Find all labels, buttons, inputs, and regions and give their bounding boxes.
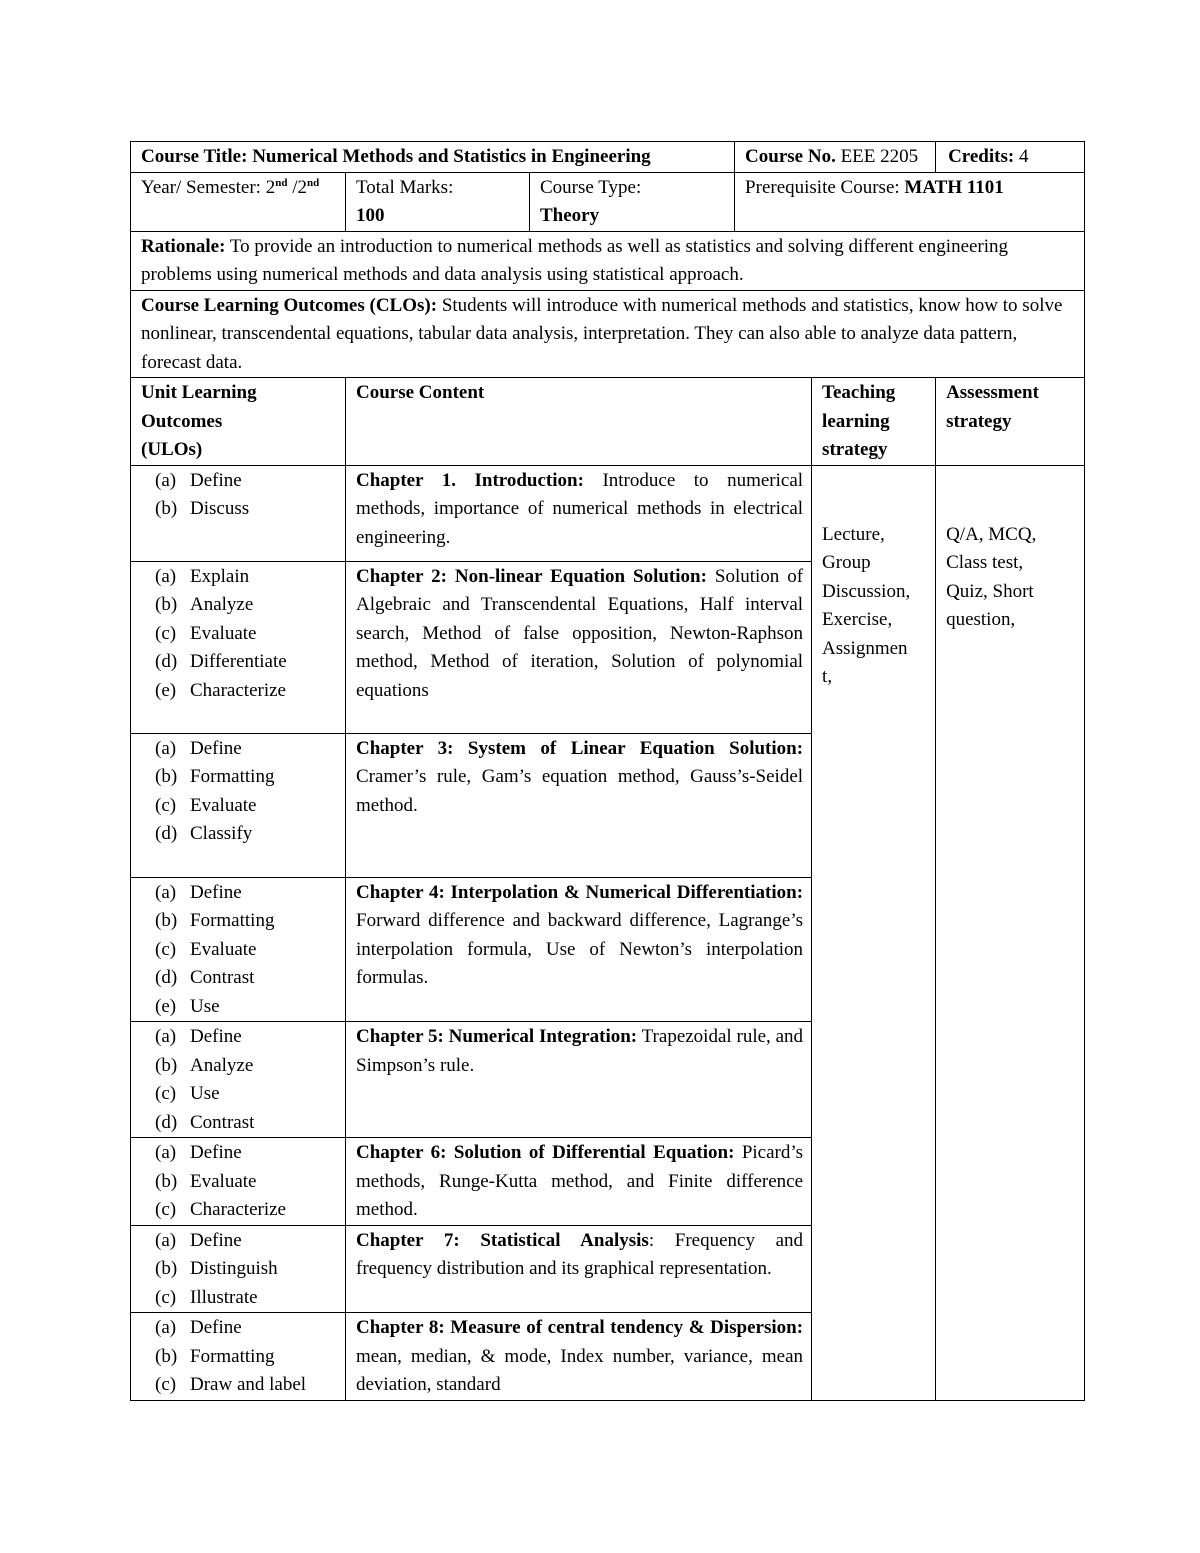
ulo-list bbox=[141, 1227, 337, 1313]
ulo-item bbox=[155, 1168, 337, 1197]
ulo-item bbox=[155, 1080, 337, 1109]
ulo-item bbox=[155, 1371, 337, 1400]
course-type-cell bbox=[530, 172, 735, 231]
assessment-strategy-line: Quiz, Short bbox=[946, 580, 1034, 602]
assessment-strategy-line: Q/A, MCQ, bbox=[946, 523, 1037, 545]
course-type-label: Course Type: bbox=[540, 176, 642, 198]
credits-value: 4 bbox=[1018, 146, 1029, 167]
chapter-description: Trapezoidal rule, and Simpson’s rule. bbox=[356, 1026, 804, 1076]
course-title-label: Course Title: bbox=[141, 146, 248, 167]
ulo-text: Classify bbox=[190, 823, 253, 844]
ulo-text: Use bbox=[190, 1083, 220, 1104]
ulo-text: Define bbox=[190, 1142, 242, 1163]
clo-row bbox=[131, 290, 1085, 378]
ulo-text: Define bbox=[190, 881, 242, 903]
ulo-text: Explain bbox=[190, 565, 250, 587]
ulo-text: Contrast bbox=[190, 1111, 255, 1133]
ulo-text: Illustrate bbox=[190, 1286, 258, 1308]
course-content-cell bbox=[346, 1313, 812, 1401]
ulo-text: Use bbox=[190, 995, 220, 1017]
total-marks-value: 100 bbox=[356, 205, 385, 226]
ulo-text: Define bbox=[190, 737, 242, 759]
ulo-item bbox=[155, 763, 337, 792]
course-content-cell bbox=[346, 1022, 812, 1138]
year-semester-label: Year/ Semester: 2 bbox=[141, 176, 276, 198]
unit-row bbox=[131, 465, 1085, 561]
ulo-text: Formatting bbox=[190, 1345, 275, 1367]
course-no: EEE 2205 bbox=[840, 146, 919, 167]
ulo-item bbox=[155, 1196, 337, 1225]
ulo-text: Define bbox=[190, 1229, 242, 1251]
ulo-marker: (a) bbox=[155, 469, 177, 491]
ulo-marker: (b) bbox=[155, 594, 178, 615]
ulo-item bbox=[155, 879, 337, 908]
ulo-marker: (c) bbox=[155, 1083, 177, 1104]
ulo-marker: (a) bbox=[155, 881, 177, 903]
ulo-marker: (d) bbox=[155, 967, 178, 988]
chapter-title: Chapter 2: Non-linear Equation Solution: bbox=[356, 565, 707, 587]
ulo-marker: (c) bbox=[155, 1199, 177, 1220]
ulo-text: Characterize bbox=[190, 1199, 286, 1220]
ulo-text: Define bbox=[190, 469, 242, 491]
assessment-header-line: strategy bbox=[946, 410, 1012, 432]
ulo-text: Differentiate bbox=[190, 651, 287, 672]
chapter-title: Chapter 3: System of Linear Equation Solution: bbox=[356, 737, 804, 759]
ulo-marker: (b) bbox=[155, 1258, 178, 1279]
course-content-cell bbox=[346, 877, 812, 1022]
ulo-marker: (c) bbox=[155, 622, 177, 644]
year-sup-2: nd bbox=[307, 176, 320, 189]
course-content-cell bbox=[346, 465, 812, 561]
ulo-list bbox=[141, 735, 337, 849]
teaching-strategy-line: t, bbox=[822, 666, 833, 687]
course-content-cell bbox=[346, 733, 812, 877]
ulo-text: Contrast bbox=[190, 967, 255, 988]
chapter-description: Solution of Algebraic and Transcendental Equations, Half interval search, Method of false opposition, Newton-Raphson method, Method of iteration, Solution of polynomial equations bbox=[356, 565, 804, 701]
course-title-row bbox=[131, 142, 1085, 173]
prerequisite-value: MATH 1101 bbox=[904, 176, 1004, 198]
teaching-strategy-line: Lecture, bbox=[822, 523, 885, 545]
ulo-marker: (c) bbox=[155, 794, 177, 816]
chapter-description: Picard’s methods, Runge-Kutta method, and Finite difference method. bbox=[356, 1142, 804, 1220]
ulo-cell bbox=[131, 1313, 346, 1401]
ulo-marker: (c) bbox=[155, 1286, 177, 1308]
ulo-text: Formatting bbox=[190, 766, 275, 787]
ulo-item bbox=[155, 1227, 337, 1256]
ulo-text: Discuss bbox=[190, 498, 250, 519]
ulo-item bbox=[155, 1109, 337, 1138]
ulo-marker: (a) bbox=[155, 737, 177, 759]
teaching-header-line: Teaching bbox=[822, 382, 896, 403]
ulo-marker: (b) bbox=[155, 498, 178, 519]
chapter-description: Introduce to numerical methods, importance of numerical methods in electrical engineering. bbox=[356, 469, 804, 548]
ulo-item bbox=[155, 1139, 337, 1168]
teaching-strategy-line: Group bbox=[822, 552, 871, 573]
ulo-text: Characterize bbox=[190, 679, 286, 701]
assessment-header-line: Assessment bbox=[946, 382, 1039, 403]
prerequisite-label: Prerequisite Course: bbox=[745, 176, 900, 198]
clo-cell bbox=[131, 290, 1085, 378]
ulo-cell bbox=[131, 1138, 346, 1226]
teaching-strategy-line: Assignmen bbox=[822, 637, 908, 659]
ulo-item bbox=[155, 467, 337, 496]
ulo-item bbox=[155, 1255, 337, 1284]
ulo-list bbox=[141, 879, 337, 1022]
rationale-text: To provide an introduction to numerical methods as well as statistics and solving different engineering problems using numerical methods and data analysis using statistical approach. bbox=[141, 235, 1009, 285]
ulo-cell bbox=[131, 1225, 346, 1313]
ulo-marker: (b) bbox=[155, 766, 178, 787]
ulo-marker: (d) bbox=[155, 651, 178, 672]
ulo-marker: (b) bbox=[155, 1054, 178, 1076]
ulo-item bbox=[155, 677, 337, 706]
ulo-item bbox=[155, 591, 337, 620]
assessment-strategy-line: question, bbox=[946, 609, 1016, 630]
ulo-marker: (d) bbox=[155, 823, 178, 844]
course-title-cell bbox=[131, 142, 735, 173]
total-marks-label: Total Marks: bbox=[356, 176, 454, 198]
ulo-marker: (b) bbox=[155, 1170, 178, 1192]
year-sup-1: nd bbox=[275, 176, 288, 189]
ulo-text: Draw and label bbox=[190, 1374, 307, 1395]
year-semester-cell bbox=[131, 172, 346, 231]
clo-label: Course Learning Outcomes (CLOs): bbox=[141, 294, 438, 316]
ulo-text: Evaluate bbox=[190, 794, 257, 816]
rationale-row bbox=[131, 231, 1085, 290]
clo-text: Students will introduce with numerical methods and statistics, know how to solve nonlinear, transcendental equations, tabular data analysis, interpretation. They can also able to analyze data pattern, forecast data. bbox=[141, 294, 1063, 373]
ulo-cell bbox=[131, 1022, 346, 1138]
course-no-label: Course No. bbox=[745, 146, 836, 167]
chapter-title: Chapter 7: Statistical Analysis bbox=[356, 1229, 649, 1251]
chapter-title: Chapter 8: Measure of central tendency & Dispersion: bbox=[356, 1317, 804, 1338]
ulo-header-line: (ULOs) bbox=[141, 439, 203, 460]
chapter-title: Chapter 6: Solution of Differential Equation: bbox=[356, 1142, 735, 1163]
ulo-item bbox=[155, 936, 337, 965]
ulo-marker: (a) bbox=[155, 1142, 177, 1163]
prerequisite-cell bbox=[735, 172, 1085, 231]
ulo-marker: (a) bbox=[155, 1317, 177, 1338]
chapter-description: Forward difference and backward difference, Lagrange’s interpolation formula, Use of Newton’s interpolation formulas. bbox=[356, 910, 804, 988]
ulo-item bbox=[155, 1314, 337, 1343]
ulo-header-line: Outcomes bbox=[141, 410, 223, 432]
ulo-list bbox=[141, 467, 337, 524]
ulo-item bbox=[155, 495, 337, 524]
assessment-strategy-line: Class test, bbox=[946, 552, 1024, 573]
ulo-item bbox=[155, 1023, 337, 1052]
ulo-header-line: Unit Learning bbox=[141, 382, 257, 403]
ulo-marker: (a) bbox=[155, 565, 177, 587]
course-content-cell bbox=[346, 1138, 812, 1226]
course-title: Numerical Methods and Statistics in Engineering bbox=[252, 146, 651, 167]
ulo-cell bbox=[131, 733, 346, 877]
ulo-list bbox=[141, 1023, 337, 1137]
syllabus-table bbox=[130, 141, 1085, 1401]
ulo-cell bbox=[131, 465, 346, 561]
ulo-cell bbox=[131, 561, 346, 733]
ulo-item bbox=[155, 907, 337, 936]
ulo-item bbox=[155, 563, 337, 592]
ulo-item bbox=[155, 620, 337, 649]
credits-label: Credits: bbox=[948, 146, 1015, 167]
ulo-item bbox=[155, 648, 337, 677]
ulo-text: Evaluate bbox=[190, 938, 257, 960]
ulo-marker: (d) bbox=[155, 1111, 178, 1133]
year-slash: /2 bbox=[287, 176, 307, 198]
ulo-list bbox=[141, 563, 337, 706]
ulo-item bbox=[155, 964, 337, 993]
course-info-row bbox=[131, 172, 1085, 231]
assessment-strategy-cell bbox=[936, 465, 1085, 1401]
ulo-item bbox=[155, 1284, 337, 1313]
ulo-list bbox=[141, 1139, 337, 1225]
course-no-cell bbox=[735, 142, 936, 173]
teaching-strategy-cell bbox=[812, 465, 936, 1401]
rationale-label: Rationale: bbox=[141, 235, 226, 257]
column-header-row bbox=[131, 378, 1085, 466]
ulo-marker: (c) bbox=[155, 1374, 177, 1395]
ulo-item bbox=[155, 993, 337, 1022]
ulo-list bbox=[141, 1314, 337, 1400]
teaching-header-line: learning bbox=[822, 410, 890, 432]
teaching-strategy-line: Exercise, bbox=[822, 609, 893, 630]
teaching-header-line: strategy bbox=[822, 439, 888, 460]
ulo-marker: (a) bbox=[155, 1026, 177, 1047]
ulo-text: Evaluate bbox=[190, 1170, 257, 1192]
ulo-text: Analyze bbox=[190, 594, 254, 615]
ulo-text: Distinguish bbox=[190, 1258, 278, 1279]
teaching-header bbox=[812, 378, 936, 466]
assessment-header bbox=[936, 378, 1085, 466]
content-header: Course Content bbox=[346, 378, 812, 466]
ulo-header bbox=[131, 378, 346, 466]
ulo-marker: (b) bbox=[155, 1345, 178, 1367]
ulo-item bbox=[155, 820, 337, 849]
ulo-text: Formatting bbox=[190, 910, 275, 931]
ulo-item bbox=[155, 735, 337, 764]
ulo-marker: (e) bbox=[155, 679, 177, 701]
rationale-cell bbox=[131, 231, 1085, 290]
credits-cell bbox=[936, 142, 1085, 173]
course-content-cell bbox=[346, 1225, 812, 1313]
teaching-strategy-line: Discussion, bbox=[822, 580, 911, 602]
ulo-cell bbox=[131, 877, 346, 1022]
chapter-title: Chapter 1. Introduction: bbox=[356, 469, 584, 491]
ulo-item bbox=[155, 1052, 337, 1081]
chapter-description: : Frequency and frequency distribution and its graphical representation. bbox=[356, 1229, 804, 1279]
chapter-title: Chapter 4: Interpolation & Numerical Differentiation: bbox=[356, 881, 804, 903]
chapter-description: Cramer’s rule, Gam’s equation method, Gauss’s-Seidel method. bbox=[356, 766, 804, 816]
chapter-title: Chapter 5: Numerical Integration: bbox=[356, 1026, 638, 1047]
course-type-value: Theory bbox=[540, 205, 600, 226]
ulo-text: Define bbox=[190, 1026, 242, 1047]
ulo-item bbox=[155, 792, 337, 821]
chapter-description: mean, median, & mode, Index number, variance, mean deviation, standard bbox=[356, 1345, 804, 1395]
ulo-marker: (a) bbox=[155, 1229, 177, 1251]
ulo-text: Evaluate bbox=[190, 622, 257, 644]
ulo-marker: (e) bbox=[155, 995, 177, 1017]
ulo-item bbox=[155, 1343, 337, 1372]
total-marks-cell bbox=[346, 172, 530, 231]
course-content-cell bbox=[346, 561, 812, 733]
ulo-marker: (c) bbox=[155, 938, 177, 960]
ulo-text: Analyze bbox=[190, 1054, 254, 1076]
ulo-marker: (b) bbox=[155, 910, 178, 931]
ulo-text: Define bbox=[190, 1317, 242, 1338]
